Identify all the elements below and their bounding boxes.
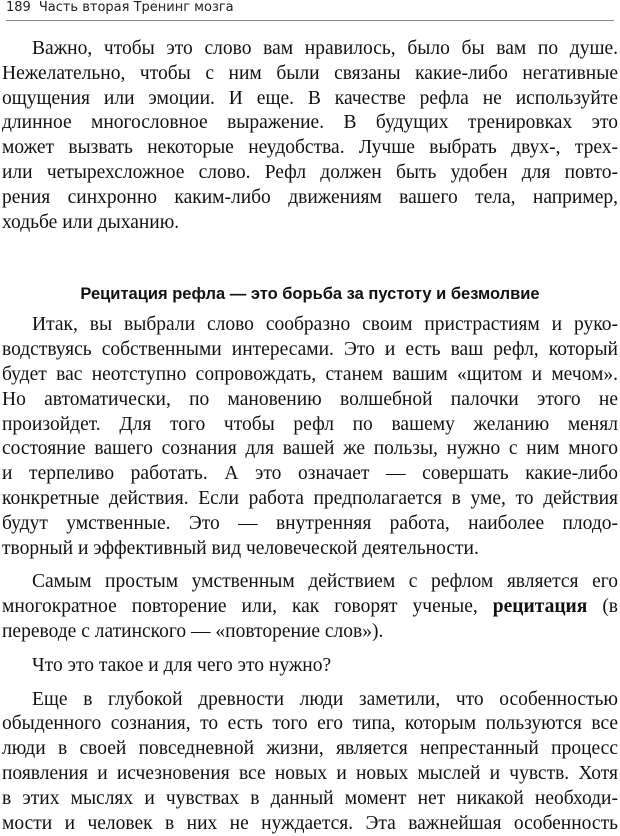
page-number: 189: [6, 0, 31, 15]
text-line: рения синхронно каким-либо движениям вашего тела, например,: [2, 186, 618, 208]
text-line: Нежелательно, чтобы с ним были связаны какие-либо негативные: [2, 62, 618, 84]
text-line: Еще в глубокой древности люди заметили, что особенностью: [32, 688, 618, 710]
text-line: ощущения или эмоции. И еще. В качестве рефла не используйте: [2, 87, 618, 109]
text-line: Важно, чтобы это слово вам нравилось, было бы вам по душе.: [32, 38, 618, 59]
text-line: Что это такое и для чего это нужно?: [32, 654, 332, 676]
term-recitation: рецитация: [492, 596, 588, 618]
text-line: и терпеливо работать. А это означает — совершать какие-либо: [2, 463, 618, 485]
paragraph-4: [0, 654, 620, 679]
text-line: [0, 595, 620, 620]
paragraph-5: [0, 688, 620, 836]
text-line: переводе с латинского — «повторение слов»).: [2, 620, 384, 642]
text-line: творный и эффективный вид человеческой деятельности.: [2, 537, 479, 559]
running-title: Часть вторая Тренинг мозга: [38, 0, 234, 15]
text-line: будет вас неотступно сопровождать, станем вашим «щитом и мечом».: [2, 363, 618, 385]
text-line: может вызвать некоторые неудобства. Лучше выбрать двух-, трех-: [2, 137, 618, 159]
text-line: Самым простым умственным действием с рефлом является его: [32, 571, 618, 593]
text-line: конкретные действия. Если работа предполагается в уме, то действия: [2, 487, 618, 509]
text-line: Но автоматически, по мановению волшебной палочки этого не: [2, 388, 618, 410]
text-line: мости и человек в них не нуждается. Эта важнейшая особенность: [2, 812, 618, 834]
text-line: Итак, вы выбрали слово сообразно своим пристрастиям и руко-: [32, 314, 618, 336]
text-line: обыденного сознания, то есть того его типа, которым пользуются все: [2, 713, 618, 735]
running-header: [6, 0, 614, 21]
paragraph-3: [0, 570, 620, 644]
text-run: (в: [602, 596, 619, 618]
text-line: или четырехсложное слово. Рефл должен быть удобен для повто-: [2, 161, 618, 183]
text-run: многократное повторение или, как говорят ученые,: [2, 596, 478, 618]
text-line: водствуясь собственными интересами. Это и есть ваш рефл, который: [2, 339, 618, 361]
text-line: будут умственные. Это — внутренняя работа, наиболее плодо-: [2, 512, 618, 534]
text-line: ходьбе или дыханию.: [2, 211, 180, 233]
page-body: [0, 37, 620, 836]
paragraph-1: [0, 37, 620, 235]
text-line: появления и исчезновения все новых и новых мыслей и чувств. Хотя: [2, 762, 618, 784]
text-line: люди в своей повседневной жизни, является непрестанный процесс: [2, 738, 618, 760]
text-line: состояние вашего сознания для вашей же пользы, нужно с ним много: [2, 438, 618, 460]
text-line: произойдет. Для того чтобы рефл по вашему желанию менял: [2, 413, 618, 435]
section-heading: Рецитация рефла — это борьба за пустоту и безмолвие: [80, 285, 540, 304]
text-line: длинное многословное выражение. В будущих тренировках это: [2, 112, 618, 134]
paragraph-2: [0, 313, 620, 561]
text-line: в этих мыслях и чувствах в данный момент нет никакой необходи-: [2, 787, 618, 809]
